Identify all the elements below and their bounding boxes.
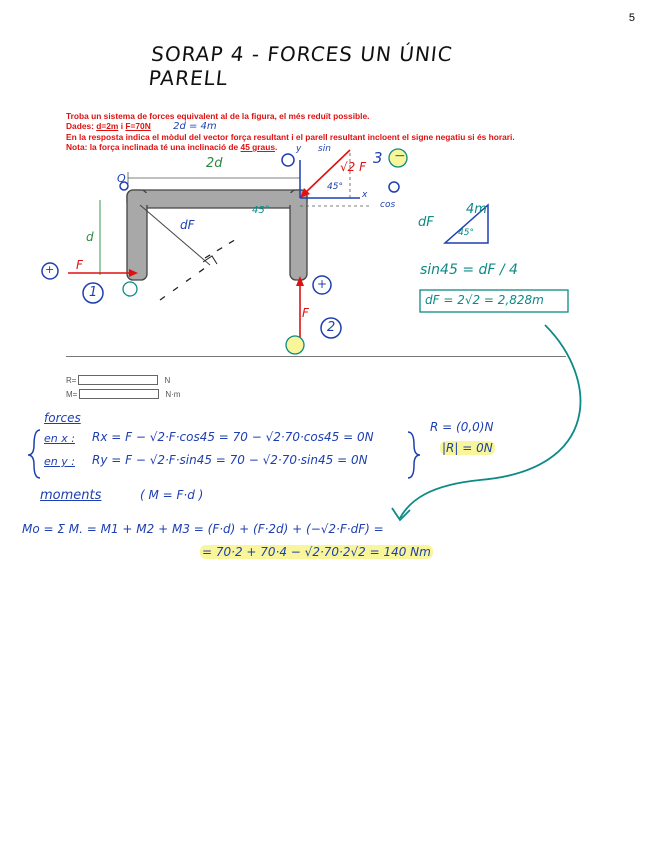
forces-heading: forces [44, 411, 81, 425]
M-input[interactable] [79, 389, 159, 399]
frame-structure [127, 190, 307, 280]
R-input[interactable] [78, 375, 158, 385]
side-dF-label: dF [418, 215, 434, 230]
label-F-bottom: F [302, 306, 309, 320]
data-d: d=2m [96, 121, 119, 131]
label-sqrt2F: √2 F [340, 160, 366, 174]
note-2d: 2d = 4m [173, 121, 217, 132]
statement-line-4: Nota: la força inclinada té una inclinació de 45 graus. [66, 142, 278, 152]
section-divider [66, 356, 566, 357]
label-45-top: 45° [327, 182, 343, 192]
answer-M-row: M= N·m [66, 389, 181, 399]
label-sin: sin [318, 144, 331, 154]
moment-definition: ( M = F·d ) [140, 488, 204, 502]
label-1: 1 [89, 285, 98, 300]
dF-line [140, 205, 210, 265]
side-45-label: 45° [458, 228, 474, 238]
R-magnitude: |R| = 0N [442, 441, 493, 455]
label-3: 3 [373, 149, 383, 167]
label-O: O [117, 172, 126, 185]
label-dF: dF [180, 218, 195, 232]
Ry-equation: Ry = F − √2·F·sin45 = 70 − √2·70·sin45 = 0N [92, 453, 368, 467]
moments-heading: moments [40, 488, 102, 503]
dF-equation: dF = 2√2 = 2,828m [425, 293, 544, 307]
en-y-label: en y : [44, 455, 75, 468]
label-plus-left: + [45, 263, 55, 276]
label-y: y [296, 144, 302, 154]
answer-R-row: R= N [66, 375, 171, 385]
label-2d: 2d [206, 156, 223, 171]
data-F: F=70N [125, 121, 151, 131]
statement-line-2: Dades: d=2m i F=70N 2d = 4m [66, 121, 217, 132]
R-vector: R = (0,0)N [430, 420, 494, 434]
page-number: 5 [628, 12, 635, 24]
Rx-equation: Rx = F − √2·F·cos45 = 70 − √2·70·cos45 = 0N [92, 430, 374, 444]
sin45-equation: sin45 = dF / 4 [420, 262, 518, 278]
label-plus-right: + [317, 277, 328, 291]
label-minus: − [394, 148, 406, 164]
statement-line-1: Troba un sistema de forces equivalent al de la figura, el més reduït possible. [66, 111, 370, 121]
Mo-equation-2: = 70·2 + 70·4 − √2·70·2√2 = 140 Nm [202, 545, 431, 559]
Mo-equation-1: Mo = Σ M. = M1 + M2 + M3 = (F·d) + (F·2d) + (−√2·F·dF) = [22, 522, 384, 536]
en-x-label: en x : [44, 432, 75, 445]
side-4m-label: 4m [466, 202, 487, 217]
label-2: 2 [327, 320, 336, 335]
label-x: x [362, 190, 368, 200]
page-title: SORAP 4 - FORCES UN ÚNIC PARELL [147, 42, 455, 90]
statement-line-3: En la resposta indica el mòdul del vector força resultant i el parell resultant incloent el signe negatiu si és horari. [66, 132, 515, 142]
label-d: d [86, 230, 94, 244]
label-cos: cos [380, 200, 396, 210]
label-F-left: F [76, 258, 83, 272]
label-45-corner: 45° [252, 205, 270, 216]
